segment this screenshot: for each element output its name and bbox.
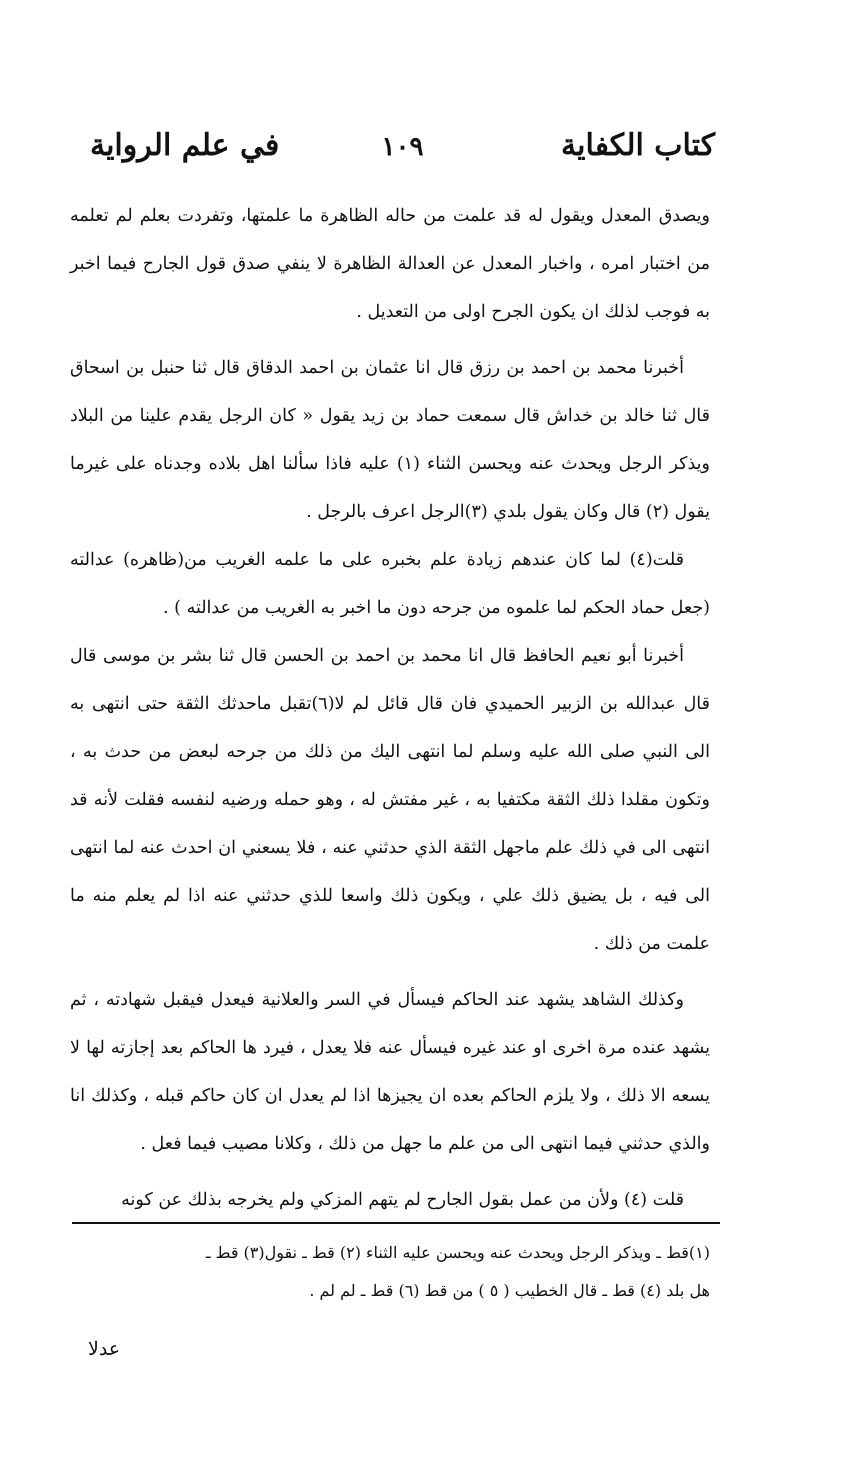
page-header bbox=[90, 128, 715, 178]
catchword: عدلا bbox=[88, 1338, 121, 1360]
paragraph: أخبرنا محمد بن احمد بن رزق قال انا عثمان بن احمد الدقاق قال ثنا حنبل بن اسحاق قال ثنا خالد بن خداش قال سمعت حماد بن زيد يقول « كان الرجل يقدم علينا من البلاد ويذكر الرجل ويحدث عنه ويحسن الثناء (١) عليه فاذا سألنا اهل بلاده وجدناه على غيرما يقول (٢) قال وكان يقول بلدي (٣)الرجل اعرف بالرجل . bbox=[70, 358, 710, 522]
footnote-divider bbox=[72, 1222, 720, 1224]
main-text bbox=[70, 192, 710, 1224]
paragraph: أخبرنا أبو نعيم الحافظ قال انا محمد بن احمد بن الحسن قال ثنا بشر بن موسى قال قال عبدالله بن الزبير الحميدي فان قال قائل لم لا(٦)تقبل ماحدثك الثقة حتى انتهى به الى النبي صلى الله عليه وسلم لما انتهى اليك من ذلك من جرحه لبعض من حدث به ، وتكون مقلدا ذلك الثقة مكتفيا به ، غير مفتش له ، وهو حمله ورضيه لنفسه فقلت لأنه قد انتهى الى في ذلك علم ماجهل الثقة الذي حدثني عنه ، فلا يسعني ان احدث عنه لما انتهى الى فيه ، بل يضيق ذلك علي ، ويكون ذلك واسعا للذي حدثني عنه اذا لم يعلم منه ما علمت من ذلك . bbox=[70, 646, 710, 954]
footnotes bbox=[70, 1234, 710, 1310]
paragraph: قلت (٤) ولأن من عمل بقول الجارح لم يتهم المزكي ولم يخرجه بذلك عن كونه bbox=[121, 1190, 684, 1210]
book-title: كتاب الكفاية bbox=[561, 128, 715, 163]
footnote-line: هل بلد (٤) قط ـ قال الخطيب ( ٥ ) من قط (٦) قط ـ لم لم . bbox=[309, 1281, 710, 1300]
paragraph: وكذلك الشاهد يشهد عند الحاكم فيسأل في السر والعلانية فيعدل فيقبل شهادته ، ثم يشهد عنده مرة اخرى او عند غيره فيسأل عنه فلا يعدل ، فيرد ها الحاكم بعد إجازته لها لا يسعه الا ذلك ، ولا يلزم الحاكم بعده ان يجيزها اذا لم يعدل ان كان حاكم قبله ، وكذلك انا والذي حدثني فيما انتهى الى من علم ما جهل من ذلك ، وكلانا مصيب فيما فعل . bbox=[70, 990, 710, 1154]
subject-title: في علم الرواية bbox=[90, 128, 280, 163]
paragraph: قلت(٤) لما كان عندهم زيادة علم بخبره على ما علمه الغريب من(ظاهره) عدالته (جعل حماد الحكم لما علموه من جرحه دون ما اخبر به الغريب من عدالته ) . bbox=[70, 550, 710, 618]
footnote-line: (١)قط ـ ويذكر الرجل ويحدث عنه ويحسن عليه الثناء (٢) قط ـ نقول(٣) قط ـ bbox=[205, 1243, 710, 1262]
paragraph: ويصدق المعدل ويقول له قد علمت من حاله الظاهرة ما علمتها، وتفردت بعلم لم تعلمه من اختبار امره ، واخبار المعدل عن العدالة الظاهرة لا ينفي صدق قول الجارح فيما اخبر به فوجب لذلك ان يكون الجرح اولى من التعديل . bbox=[70, 206, 710, 322]
page-number: ١٠٩ bbox=[381, 132, 424, 162]
